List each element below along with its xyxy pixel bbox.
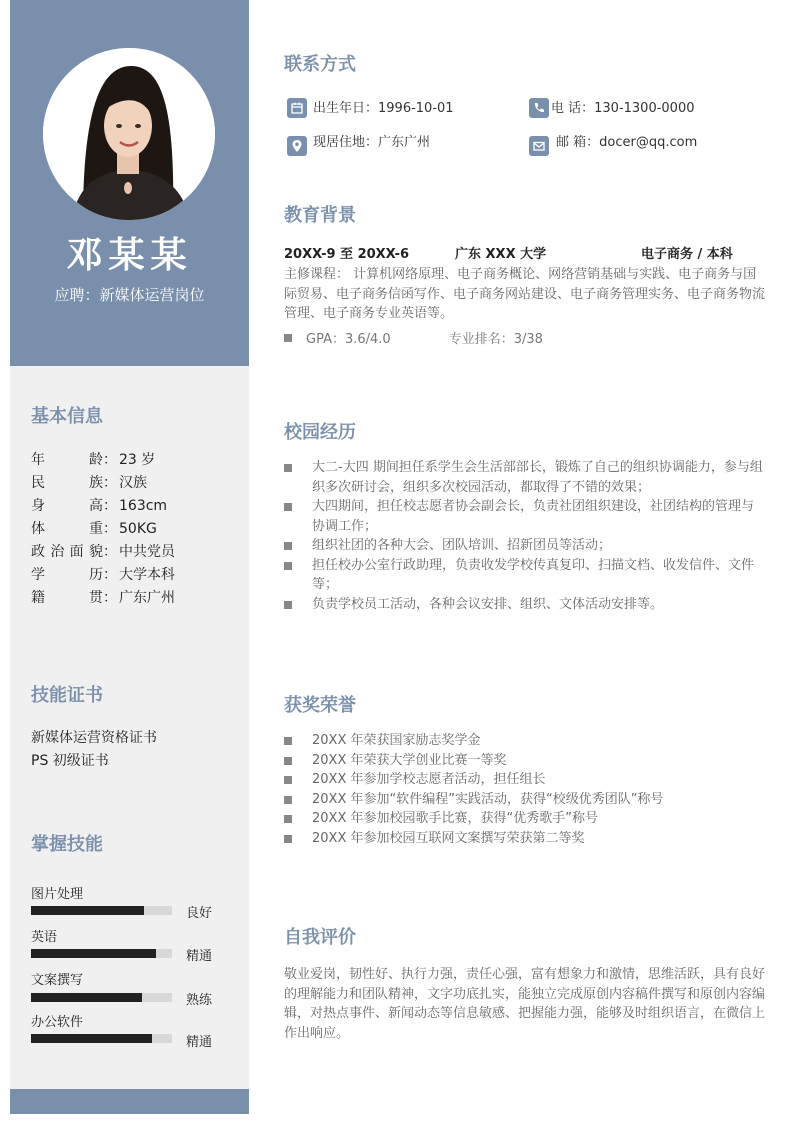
skill-bar-track bbox=[31, 906, 172, 915]
skill-level: 熟练 bbox=[186, 993, 213, 1008]
education-heading: 教育背景 bbox=[284, 205, 356, 226]
education-gpa-line bbox=[284, 328, 543, 347]
bullet-square bbox=[284, 737, 292, 745]
skill-level: 精通 bbox=[186, 949, 213, 964]
gpa-value: GPA：3.6/4.0 bbox=[306, 332, 391, 347]
list-item: 大二-大四 期间担任系学生会生活部部长，锻炼了自己的组织协调能力，参与组织多次研讨会，组织多次校园活动，都取得了不错的效果； bbox=[284, 458, 766, 497]
list-item: 组织社团的各种大会、团队培训、招新团员等活动； bbox=[284, 536, 766, 556]
awards-list bbox=[284, 731, 766, 848]
skill-bar-fill bbox=[31, 906, 144, 915]
skill-name: 办公软件 bbox=[31, 1015, 84, 1030]
skills-heading: 掌握技能 bbox=[31, 834, 103, 855]
phone-icon bbox=[529, 98, 549, 118]
basic-info-heading: 基本信息 bbox=[31, 406, 103, 427]
education-major: 电子商务 / 本科 bbox=[641, 247, 733, 262]
bullet-square bbox=[284, 334, 292, 342]
skill-bar-fill bbox=[31, 1034, 152, 1043]
bullet-square bbox=[284, 757, 292, 765]
list-item: 20XX 年参加校园歌手比赛，获得“优秀歌手”称号 bbox=[284, 809, 766, 829]
list-item: 担任校办公室行政助理，负责收发学校传真复印、扫描文档、收发信件、文件等； bbox=[284, 556, 766, 595]
skill-bar-track bbox=[31, 993, 172, 1002]
info-row: 政治面貌： 中共党员 bbox=[31, 544, 175, 560]
self-eval-heading: 自我评价 bbox=[284, 927, 356, 948]
education-school: 广东 XXX 大学 bbox=[455, 247, 547, 262]
certificate-item: PS 初级证书 bbox=[31, 753, 109, 769]
education-period: 20XX-9 至 20XX-6 bbox=[284, 247, 410, 262]
bullet-square bbox=[284, 835, 292, 843]
education-courses: 主修课程： 计算机网络原理、电子商务概论、网络营销基础与实践、电子商务与国际贸易、电子商务信函写作、电子商务网站建设、电子商务管理实务、电子商务物流管理、电子商务专业英语等。 bbox=[284, 267, 766, 321]
list-item: 20XX 年参加校园互联网文案撰写荣获第二等奖 bbox=[284, 829, 766, 849]
bullet-square bbox=[284, 815, 292, 823]
list-item: 20XX 年参加“软件编程”实践活动，获得“校级优秀团队”称号 bbox=[284, 790, 766, 810]
birth-date: 出生年日：1996-10-01 bbox=[313, 101, 454, 116]
bullet-square bbox=[284, 601, 292, 609]
sidebar-footer-bar bbox=[10, 1089, 249, 1114]
list-item: 20XX 年参加学校志愿者活动，担任组长 bbox=[284, 770, 766, 790]
avatar-photo bbox=[43, 48, 215, 220]
skill-level: 良好 bbox=[186, 906, 213, 921]
certificates-heading: 技能证书 bbox=[31, 685, 103, 706]
self-eval-text: 敬业爱岗，韧性好、执行力强，责任心强，富有想象力和激情，思维活跃，具有良好的理解能力和团队精神，文字功底扎实，能独立完成原创内容稿件撰写和原创内容编辑，对热点事件、新闻动态等信息敏感、把握能力强，能够及时组织语言，在微信上作出响应。 bbox=[284, 967, 766, 1041]
campus-list bbox=[284, 458, 766, 614]
bullet-square bbox=[284, 776, 292, 784]
list-item: 20XX 年荣获国家励志奖学金 bbox=[284, 731, 766, 751]
certificate-item: 新媒体运营资格证书 bbox=[31, 730, 157, 746]
skill-bar-track bbox=[31, 949, 172, 958]
skill-bar-fill bbox=[31, 993, 142, 1002]
phone-number[interactable]: 电 话：130-1300-0000 bbox=[551, 101, 695, 116]
info-row: 体重： 50KG bbox=[31, 521, 157, 537]
major-rank: 专业排名：3/38 bbox=[448, 332, 543, 347]
info-row: 学历： 大学本科 bbox=[31, 567, 175, 583]
skill-name: 图片处理 bbox=[31, 887, 84, 902]
bullet-square bbox=[284, 503, 292, 511]
campus-heading: 校园经历 bbox=[284, 422, 356, 443]
location-icon bbox=[287, 136, 307, 156]
info-row: 身高： 163cm bbox=[31, 498, 168, 514]
bullet-square bbox=[284, 464, 292, 472]
skill-bar-track bbox=[31, 1034, 172, 1043]
email-address[interactable]: 邮 箱：docer@qq.com bbox=[556, 135, 698, 150]
info-row: 年龄： 23 岁 bbox=[31, 452, 156, 468]
applied-position: 应聘：新媒体运营岗位 bbox=[54, 286, 205, 304]
skill-bar-fill bbox=[31, 949, 156, 958]
contact-heading: 联系方式 bbox=[284, 54, 356, 75]
candidate-name: 邓某某 bbox=[66, 235, 193, 276]
info-row: 民族： 汉族 bbox=[31, 475, 147, 491]
list-item: 20XX 年荣获大学创业比赛一等奖 bbox=[284, 751, 766, 771]
info-row: 籍贯： 广东广州 bbox=[31, 590, 175, 606]
skill-name: 文案撰写 bbox=[31, 973, 84, 988]
skill-name: 英语 bbox=[31, 930, 58, 945]
list-item: 大四期间，担任校志愿者协会副会长，负责社团组织建设，社团结构的管理与协调工作； bbox=[284, 497, 766, 536]
email-icon bbox=[529, 136, 549, 156]
bullet-square bbox=[284, 542, 292, 550]
current-address: 现居住地：广东广州 bbox=[313, 135, 431, 150]
bullet-square bbox=[284, 562, 292, 570]
skill-level: 精通 bbox=[186, 1035, 213, 1050]
awards-heading: 获奖荣誉 bbox=[284, 695, 356, 716]
bullet-square bbox=[284, 796, 292, 804]
list-item: 负责学校员工活动，各种会议安排、组织、文体活动安排等。 bbox=[284, 595, 766, 615]
calendar-icon bbox=[287, 98, 307, 118]
